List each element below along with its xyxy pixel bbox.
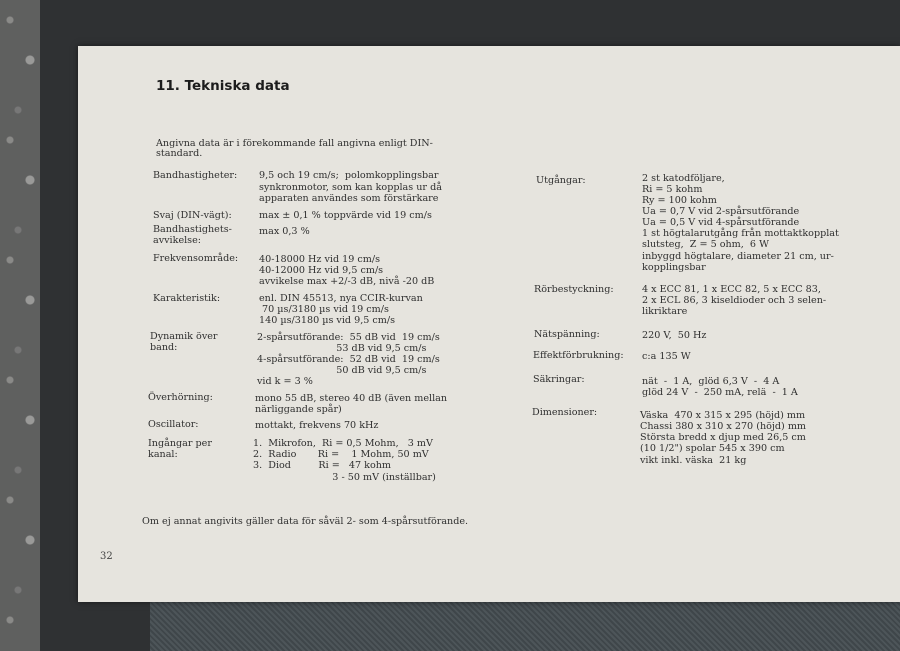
spec-value: 50 dB vid 9,5 cm/s: [257, 365, 427, 376]
spec-label: Säkringar:: [533, 374, 585, 385]
spec-value: 4-spårsutförande: 52 dB vid 19 cm/s: [257, 354, 440, 365]
spec-label: Frekvensområde:: [153, 253, 239, 264]
page-number: 32: [100, 551, 113, 562]
spec-label: Bandhastighets-: [153, 224, 232, 235]
spec-value: 3. Diod Ri = 47 kohm: [253, 460, 392, 471]
spec-value: max 0,3 %: [259, 226, 310, 237]
spec-value: nät - 1 A, glöd 6,3 V - 4 A: [642, 376, 780, 387]
spec-value: 53 dB vid 9,5 cm/s: [257, 343, 427, 354]
spec-label: Bandhastigheter:: [153, 170, 238, 181]
spec-value: max ± 0,1 % toppvärde vid 19 cm/s: [259, 210, 432, 221]
section-heading: 11. Tekniska data: [156, 78, 290, 94]
spec-value: Ua = 0,7 V vid 2-spårsutförande: [642, 206, 800, 217]
spec-value: Väska 470 x 315 x 295 (höjd) mm: [640, 410, 806, 421]
spec-label: Dimensioner:: [532, 407, 598, 418]
spec-label: Oscillator:: [148, 419, 199, 430]
spec-value: apparaten användes som förstärkare: [259, 193, 439, 204]
spec-value: 2 x ECL 86, 3 kiseldioder och 3 selen-: [642, 295, 827, 306]
spec-value: 40-12000 Hz vid 9,5 cm/s: [259, 265, 384, 276]
spec-value: närliggande spår): [255, 404, 342, 415]
spec-value: 3 - 50 mV (inställbar): [253, 472, 436, 483]
spec-value: 4 x ECC 81, 1 x ECC 82, 5 x ECC 83,: [642, 284, 821, 295]
spec-value: 140 µs/3180 µs vid 9,5 cm/s: [259, 315, 396, 326]
carpet-surface: [150, 595, 900, 651]
spec-value: slutsteg, Z = 5 ohm, 6 W: [642, 239, 769, 250]
spec-value: glöd 24 V - 250 mA, relä - 1 A: [642, 387, 798, 398]
spec-label: Rörbestyckning:: [534, 284, 614, 295]
spec-value: avvikelse max +2/-3 dB, nivå -20 dB: [259, 276, 435, 287]
spec-value: Ua = 0,5 V vid 4-spårsutförande: [642, 217, 800, 228]
spec-value: vikt inkl. väska 21 kg: [640, 455, 747, 466]
spec-value: 70 µs/3180 µs vid 19 cm/s: [259, 304, 389, 315]
spec-value: Största bredd x djup med 26,5 cm: [640, 432, 806, 443]
spec-value: 1 st högtalarutgång från mottaktkopplat: [642, 228, 839, 239]
spec-label: kanal:: [148, 449, 178, 460]
spec-value: 1. Mikrofon, Ri = 0,5 Mohm, 3 mV: [253, 438, 433, 449]
spec-value: vid k = 3 %: [257, 376, 313, 387]
intro-line: Angivna data är i förekommande fall angivna enligt DIN-: [156, 138, 433, 149]
spec-value: 2 st katodföljare,: [642, 173, 725, 184]
spec-label: Svaj (DIN-vägt):: [153, 210, 232, 221]
spec-value: mottakt, frekvens 70 kHz: [255, 420, 379, 431]
spec-value: Ry = 100 kohm: [642, 195, 717, 206]
spec-value: 9,5 och 19 cm/s; polomkopplingsbar: [259, 170, 439, 181]
footnote: Om ej annat angivits gäller data för såväl 2- som 4-spårsutförande.: [142, 516, 469, 527]
spec-label: Utgångar:: [536, 175, 586, 186]
intro-line: standard.: [156, 148, 203, 159]
spec-value: synkronmotor, som kan kopplas ur då: [259, 182, 442, 193]
spec-value: likriktare: [642, 306, 688, 317]
spec-value: Chassi 380 x 310 x 270 (höjd) mm: [640, 421, 807, 432]
spec-label: Nätspänning:: [534, 329, 600, 340]
spec-value: 2. Radio Ri = 1 Mohm, 50 mV: [253, 449, 429, 460]
spec-value: 220 V, 50 Hz: [642, 330, 707, 341]
spec-label: avvikelse:: [153, 235, 202, 246]
spec-value: enl. DIN 45513, nya CCIR-kurvan: [259, 293, 423, 304]
spec-label: Karakteristik:: [153, 293, 221, 304]
spec-value: c:a 135 W: [642, 351, 691, 362]
spec-value: inbyggd högtalare, diameter 21 cm, ur-: [642, 251, 834, 262]
spec-value: 2-spårsutförande: 55 dB vid 19 cm/s: [257, 332, 440, 343]
spec-value: kopplingsbar: [642, 262, 706, 273]
spec-value: (10 1/2") spolar 545 x 390 cm: [640, 443, 785, 454]
spec-label: Ingångar per: [148, 438, 212, 449]
spec-label: Dynamik över: [150, 331, 218, 342]
spec-value: 40-18000 Hz vid 19 cm/s: [259, 254, 381, 265]
manual-page: [78, 46, 900, 602]
spec-label: Överhörning:: [148, 392, 213, 403]
spec-value: Ri = 5 kohm: [642, 184, 703, 195]
spec-label: band:: [150, 342, 178, 353]
spec-label: Effektförbrukning:: [533, 350, 624, 361]
spec-value: mono 55 dB, stereo 40 dB (även mellan: [255, 393, 448, 404]
